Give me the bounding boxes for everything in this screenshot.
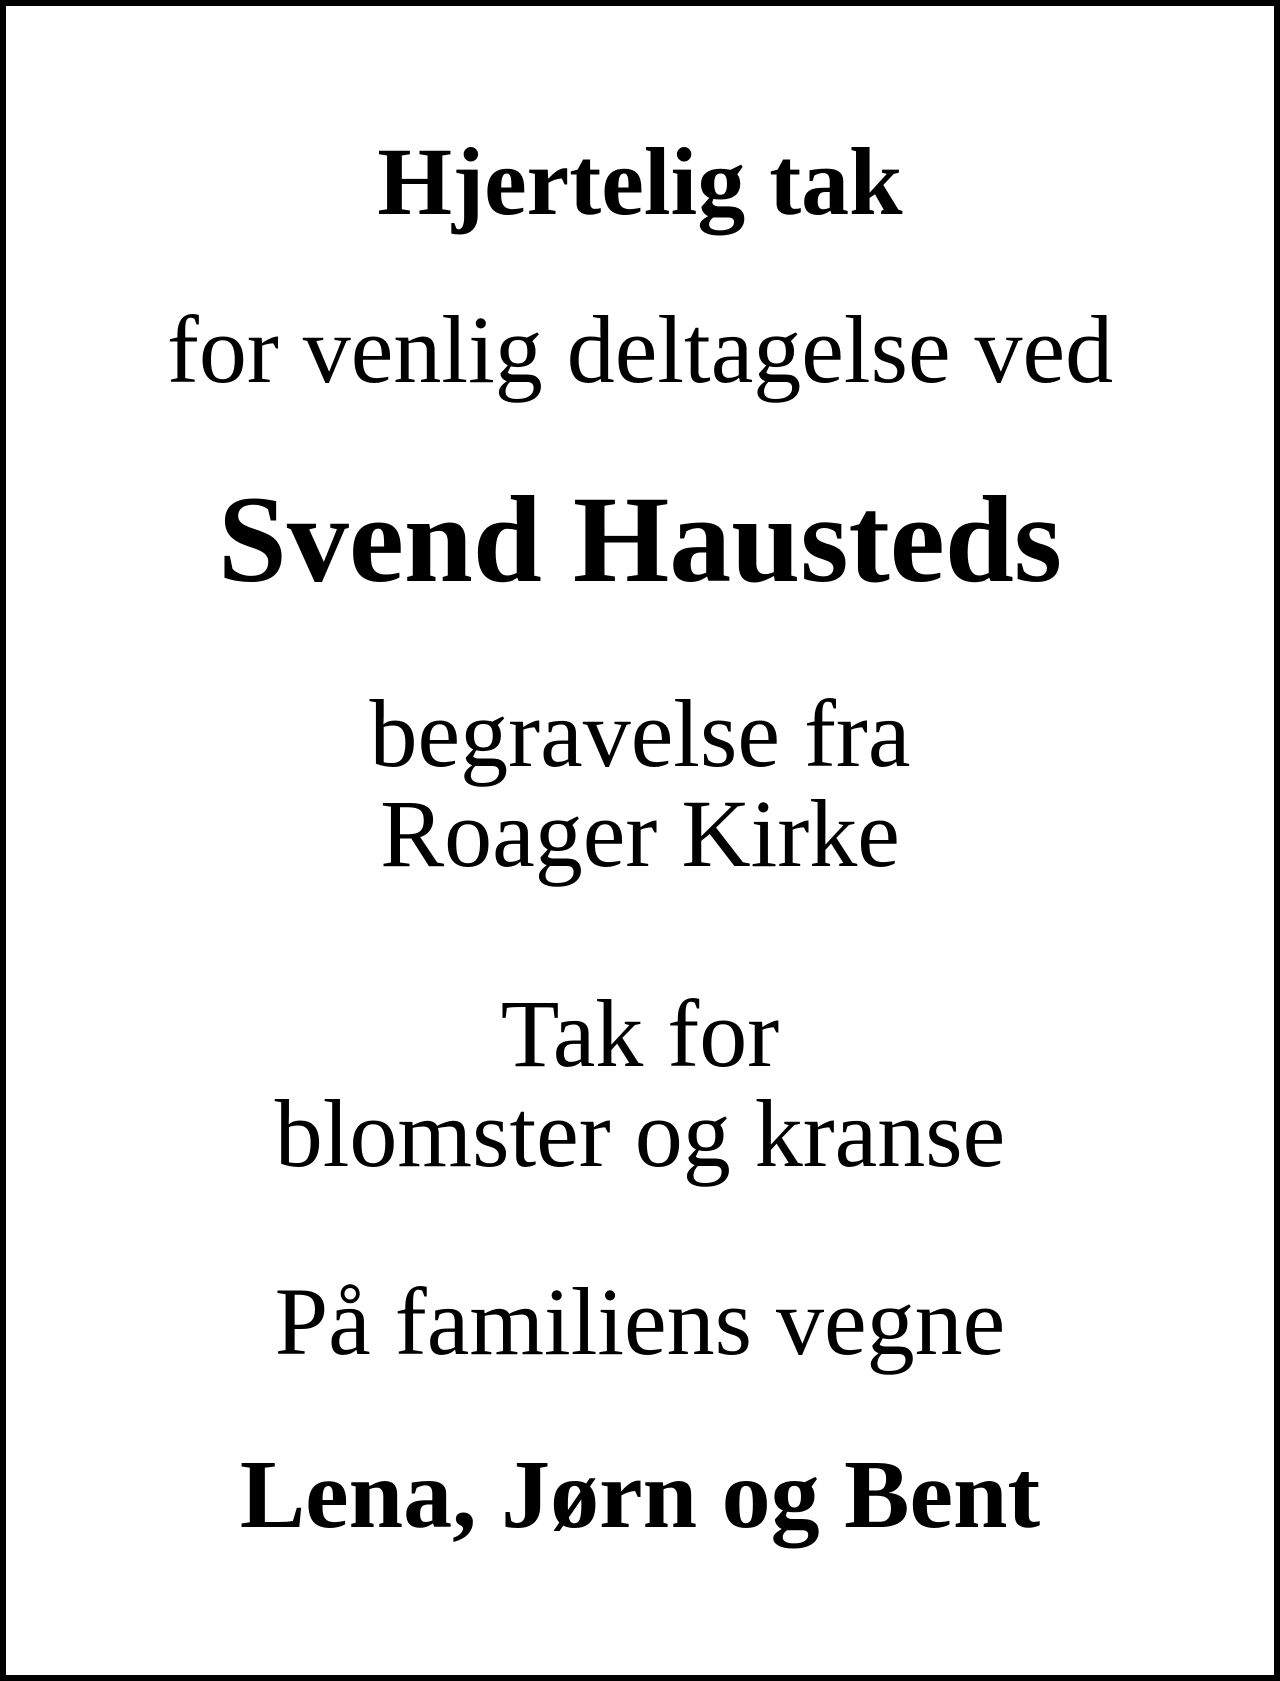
signatories: Lena, Jørn og Bent xyxy=(239,1441,1041,1549)
notice-heading: Hjertelig tak xyxy=(377,128,903,235)
deceased-name: Svend Hausteds xyxy=(217,471,1063,608)
funeral-line-2: Roager Kirke xyxy=(380,780,900,887)
funeral-line-1: begravelse fra xyxy=(369,680,911,787)
notice-intro: for venlig deltagelse ved xyxy=(166,296,1114,403)
thanks-line-2: blomster og kranse xyxy=(274,1080,1006,1187)
flower-thanks xyxy=(6,980,1274,1187)
thanks-line-1: Tak for xyxy=(500,980,780,1087)
on-behalf-text: På familiens vegne xyxy=(274,1268,1006,1375)
funeral-details xyxy=(6,680,1274,887)
